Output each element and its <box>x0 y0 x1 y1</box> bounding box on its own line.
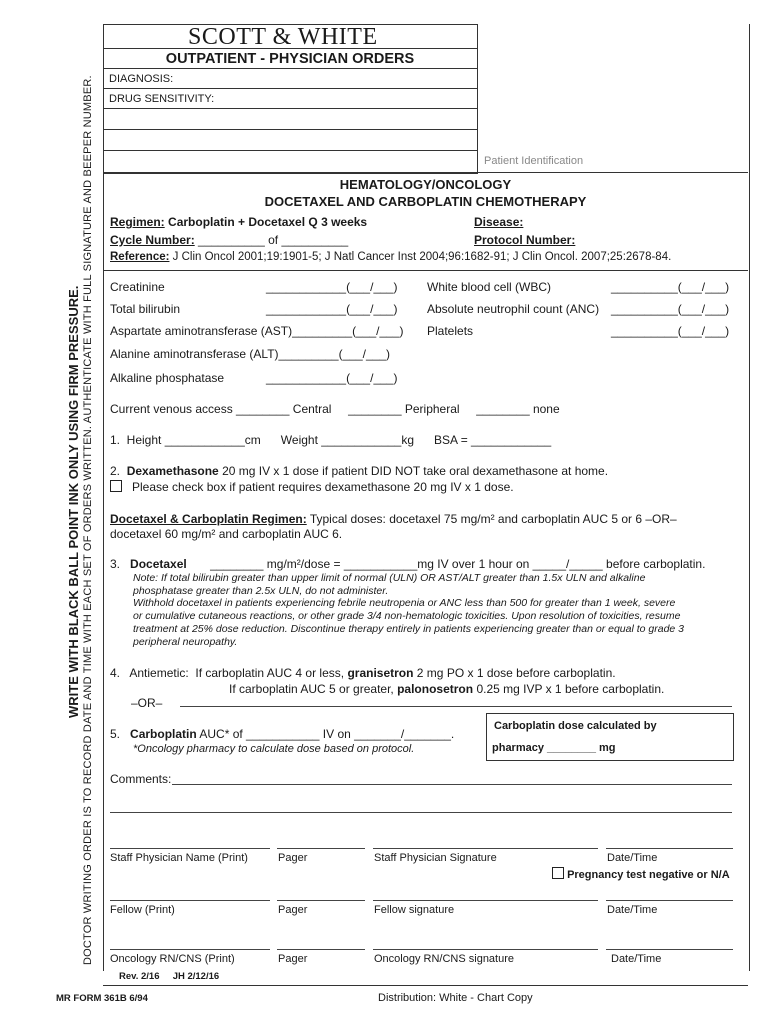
regimen-value: Carboplatin + Docetaxel Q 3 weeks <box>164 215 368 229</box>
antiemetic-text: 0.25 mg IVP x 1 before carboplatin. <box>473 682 665 696</box>
regimen-block-label: Docetaxel & Carboplatin Regimen: <box>110 512 307 526</box>
header-line <box>103 68 477 69</box>
carboplatin-field[interactable]: AUC* of ___________ IV on _______/_______. <box>196 727 455 741</box>
comments-line[interactable] <box>110 812 732 813</box>
form-title-1: HEMATOLOGY/ONCOLOGY <box>339 177 512 192</box>
docetaxel-note: peripheral neuropathy. <box>133 636 238 648</box>
pager-label: Pager <box>278 852 308 864</box>
lab-field[interactable]: __________(___/___) <box>611 280 730 294</box>
antiemetic-text: 4. Antiemetic: If carboplatin AUC 4 or less, <box>110 666 348 680</box>
docetaxel-note: phosphatase greater than 2.5x ULN, do not administer. <box>133 585 389 597</box>
lab-row <box>110 280 165 294</box>
header-title: OUTPATIENT - PHYSICIAN ORDERS <box>165 51 415 67</box>
item-number: 5. <box>110 727 121 741</box>
lab-field[interactable]: _________(___/___) <box>292 324 404 338</box>
distribution-label: Distribution: White - Chart Copy <box>378 992 533 1004</box>
lab-field[interactable]: __________(___/___) <box>611 324 730 338</box>
or-label: –OR– <box>131 696 163 710</box>
item-number: 2. <box>110 464 121 478</box>
lab-name: White blood cell (WBC) <box>427 280 552 294</box>
date-time-label: Date/Time <box>607 852 658 864</box>
oncology-rn-print-label: Oncology RN/CNS (Print) <box>110 953 235 965</box>
docetaxel-note: Note: If total bilirubin greater than upper limit of normal (ULN) OR AST/ALT greater than 1.5x ULN and alkaline <box>133 572 646 584</box>
dexamethasone-label: Dexamethasone <box>126 464 219 478</box>
form-title-2: DOCETAXEL AND CARBOPLATIN CHEMOTHERAPY <box>264 194 587 209</box>
docetaxel-note: Withhold docetaxel in patients experiencing febrile neutropenia or ANC less than 500 for greater than 1 week, severe <box>133 597 676 609</box>
lab-field[interactable]: ____________(___/___) <box>266 280 398 294</box>
docetaxel-note: treatment at 25% dose reduction. Discontinue therapy entirely in patients experiencing greater than or equal to grade 3 <box>133 623 685 635</box>
lab-field[interactable]: ____________(___/___) <box>266 302 398 316</box>
carboplatin-dose-box <box>486 713 734 761</box>
reference-value: J Clin Oncol 2001;19:1901-5; J Natl Cancer Inst 2004;96:1682-91; J Clin Oncol. 2007;25:2678-84. <box>169 251 672 263</box>
signature-line[interactable] <box>110 900 270 901</box>
signature-line[interactable] <box>373 848 598 849</box>
lab-name: Aspartate aminotransferase (AST) <box>110 324 293 338</box>
pager-label: Pager <box>278 953 308 965</box>
antiemetic-line <box>180 706 732 707</box>
lab-name: Platelets <box>427 324 474 338</box>
fellow-print-label: Fellow (Print) <box>110 904 175 916</box>
lab-name: Absolute neutrophil count (ANC) <box>427 302 600 316</box>
signature-line[interactable] <box>373 949 598 950</box>
patient-identification-label: Patient Identification <box>484 155 584 167</box>
reference-label: Reference: <box>110 251 170 263</box>
docetaxel-label: Docetaxel <box>130 557 187 571</box>
disease-label: Disease: <box>474 215 524 229</box>
signature-line[interactable] <box>606 848 733 849</box>
antiemetic-text: 2 mg PO x 1 dose before carboplatin. <box>413 666 616 680</box>
cycle-label: Cycle Number: <box>110 233 195 247</box>
dexamethasone-check-text: Please check box if patient requires dexamethasone 20 mg IV x 1 dose. <box>132 480 514 494</box>
pregnancy-checkbox[interactable] <box>552 867 564 879</box>
lab-field[interactable]: _________(___/___) <box>278 347 390 361</box>
fellow-signature-label: Fellow signature <box>374 904 455 916</box>
carboplatin-note: *Oncology pharmacy to calculate dose based on protocol. <box>133 743 415 755</box>
drug-sensitivity-label: DRUG SENSITIVITY: <box>109 93 215 105</box>
logo: SCOTT & WHITE <box>188 24 378 50</box>
lab-field[interactable]: ____________(___/___) <box>266 371 398 385</box>
header-divider <box>103 172 748 173</box>
granisetron-label: granisetron <box>347 666 414 680</box>
header-line <box>103 48 477 49</box>
signature-line[interactable] <box>373 900 598 901</box>
signature-line[interactable] <box>110 848 270 849</box>
signature-line[interactable] <box>277 848 365 849</box>
regimen-block-line1: Typical doses: docetaxel 75 mg/m² and carboplatin AUC 5 or 6 –OR– <box>306 512 677 526</box>
header-line <box>103 150 477 151</box>
lab-name: Alanine aminotransferase (ALT) <box>110 347 279 361</box>
lab-field[interactable]: __________(___/___) <box>611 302 730 316</box>
form-number: MR FORM 361B 6/94 <box>56 993 148 1004</box>
side-instruction-inner: WRITE WITH BLACK BALL POINT INK ONLY USING FIRM PRESSURE. <box>66 285 81 718</box>
lab-name: Alkaline phosphatase <box>110 371 225 385</box>
diagnosis-label: DIAGNOSIS: <box>109 73 174 85</box>
signature-line[interactable] <box>277 949 365 950</box>
pregnancy-label: Pregnancy test negative or N/A <box>567 869 730 881</box>
signature-line[interactable] <box>606 900 733 901</box>
comments-line[interactable] <box>172 784 732 785</box>
signature-line[interactable] <box>606 949 733 950</box>
oncology-rn-signature-label: Oncology RN/CNS signature <box>374 953 515 965</box>
lab-name: Total bilirubin <box>110 302 181 316</box>
pager-label: Pager <box>278 904 308 916</box>
lab-name: Creatinine <box>110 280 165 294</box>
height-weight-bsa[interactable]: 1. Height ____________cm Weight ____________kg BSA = ____________ <box>110 433 552 447</box>
palonosetron-label: palonosetron <box>397 682 474 696</box>
date-time-label: Date/Time <box>607 904 658 916</box>
antiemetic-text: If carboplatin AUC 5 or greater, <box>229 682 398 696</box>
cycle-field[interactable]: __________ of __________ <box>194 233 349 247</box>
carboplatin-label: Carboplatin <box>130 727 197 741</box>
dexamethasone-text: 20 mg IV x 1 dose if patient DID NOT take oral dexamethasone at home. <box>218 464 609 478</box>
header-line <box>103 129 477 130</box>
side-instruction-outer: DOCTOR WRITING ORDER IS TO RECORD DATE AND TIME WITH EACH SET OF ORDERS WRITTEN. AUTHENTICATE WITH FULL SIGNATURE AND BEEPER NUMBER. <box>82 75 94 965</box>
regimen-label: Regimen: <box>110 215 165 229</box>
docetaxel-dose-field[interactable]: ________ mg/m²/dose = ___________mg IV over 1 hour on _____/_____ before carboplatin. <box>186 557 706 571</box>
regimen-block-line2: docetaxel 60 mg/m² and carboplatin AUC 6. <box>110 527 343 541</box>
labs-divider <box>103 270 748 271</box>
revision-label: Rev. 2/16 JH 2/12/16 <box>119 971 220 982</box>
staff-physician-signature-label: Staff Physician Signature <box>374 852 497 864</box>
protocol-label: Protocol Number: <box>474 233 576 247</box>
comments-label: Comments: <box>110 772 172 786</box>
docetaxel-note: or cumulative cutaneous reactions, or other grade 3/4 non-hematologic toxicities. Upon resolution of toxicities, resume <box>133 610 681 622</box>
footer-divider <box>103 985 748 986</box>
signature-line[interactable] <box>277 900 365 901</box>
carboplatin-box-label: Carboplatin dose calculated by <box>494 720 657 732</box>
signature-line[interactable] <box>110 949 270 950</box>
item-number: 3. <box>110 557 121 571</box>
header-line <box>103 108 477 109</box>
venous-access[interactable]: Current venous access ________ Central ________ Peripheral ________ none <box>110 402 560 416</box>
dexamethasone-checkbox[interactable] <box>110 480 122 492</box>
header-line <box>103 88 477 89</box>
pharmacy-dose-field[interactable]: pharmacy ________ mg <box>492 742 616 754</box>
staff-physician-name-label: Staff Physician Name (Print) <box>110 852 248 864</box>
date-time-label: Date/Time <box>611 953 662 965</box>
